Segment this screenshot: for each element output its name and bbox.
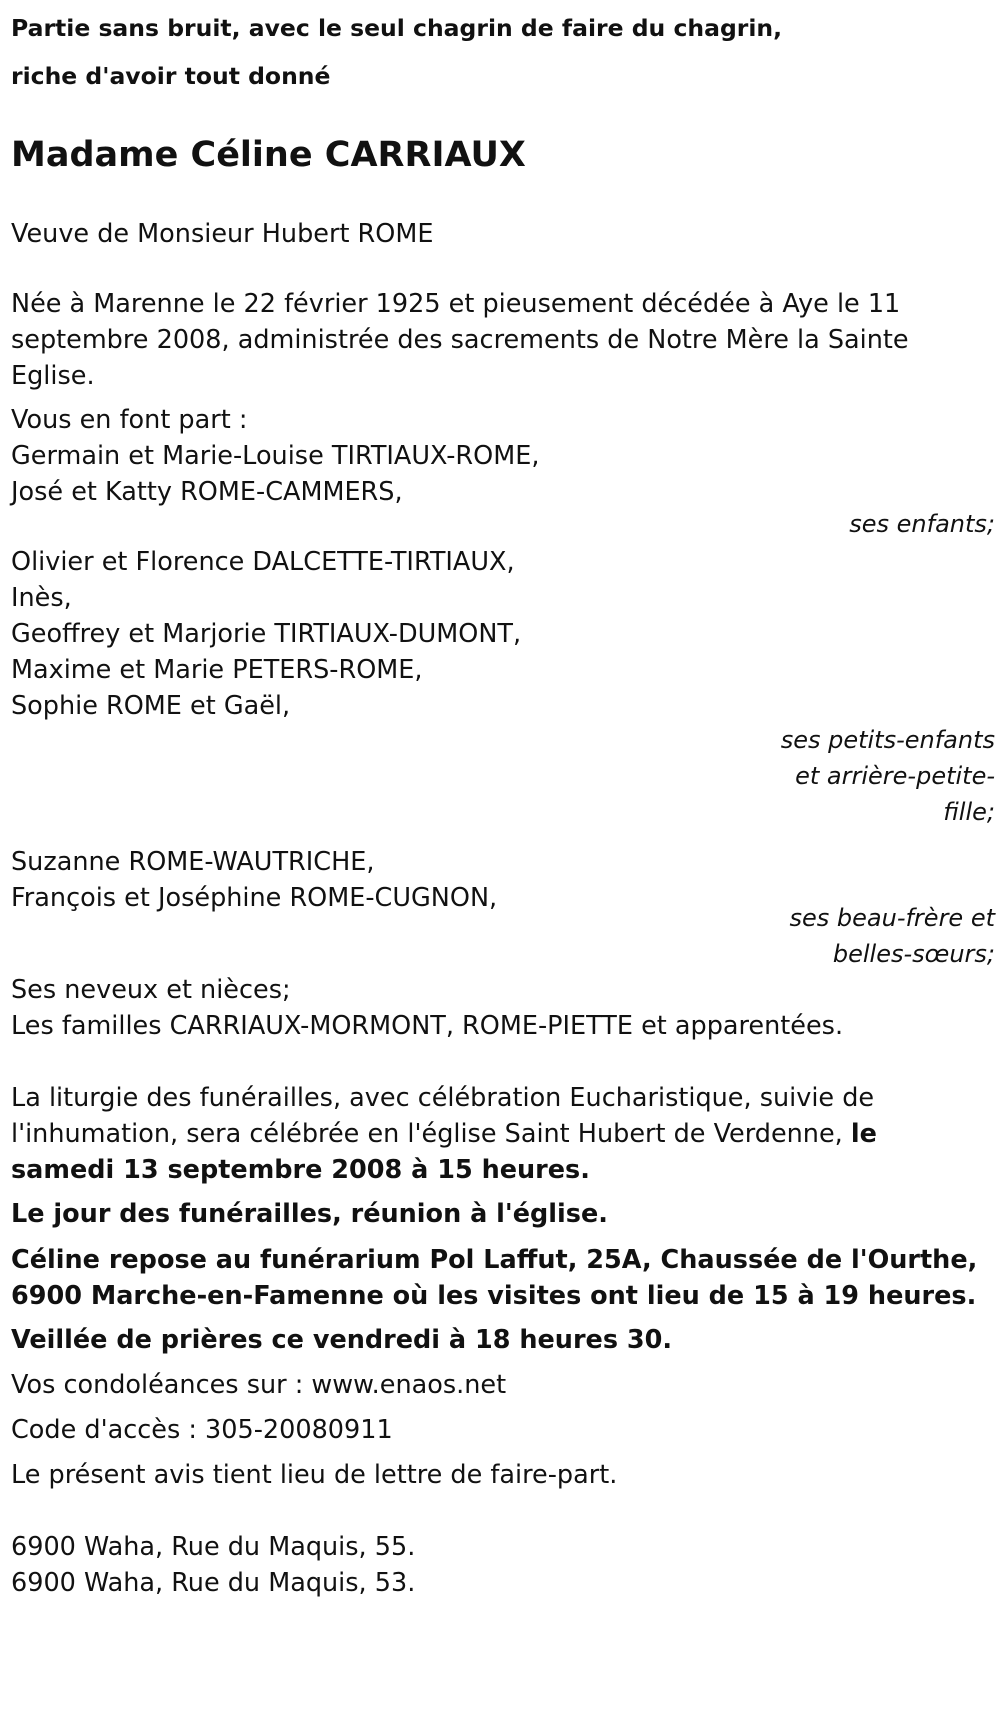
liturgy-date-start: le bbox=[850, 1119, 877, 1149]
epigraph-line-1: Partie sans bruit, avec le seul chagrin de faire du chagrin, bbox=[11, 14, 783, 42]
notice-text: Le présent avis tient lieu de lettre de faire-part. bbox=[11, 1460, 618, 1490]
rest-location-line: Céline repose au funérarium Pol Laffut, 25A, Chaussée de l'Ourthe, bbox=[11, 1245, 978, 1275]
widow-of: Veuve de Monsieur Hubert ROME bbox=[11, 219, 434, 249]
deceased-name: Madame Céline CARRIAUX bbox=[11, 135, 526, 175]
funeral-info bbox=[11, 1080, 995, 1358]
access-code: Code d'accès : 305-20080911 bbox=[11, 1415, 393, 1445]
birth-death-line: Eglise. bbox=[11, 361, 95, 391]
role-line: ses beau-frère et bbox=[789, 904, 995, 932]
liturgy-line-text: l'inhumation, sera célébrée en l'église Saint Hubert de Verdenne, bbox=[11, 1119, 843, 1149]
extended-family-block bbox=[11, 972, 995, 1044]
role-line: ses petits-enfants bbox=[780, 726, 995, 754]
liturgy-line: La liturgie des funérailles, avec célébration Eucharistique, suivie de bbox=[11, 1083, 875, 1113]
epigraph-line-2: riche d'avoir tout donné bbox=[11, 62, 331, 90]
children-block bbox=[11, 402, 995, 544]
address: 6900 Waha, Rue du Maquis, 53. bbox=[11, 1568, 416, 1598]
families: Les familles CARRIAUX-MORMONT, ROME-PIETTE et apparentées. bbox=[11, 1011, 844, 1041]
in-laws-block bbox=[11, 844, 995, 972]
grandchildren-role bbox=[11, 722, 995, 830]
role-line: et arrière-petite- bbox=[795, 762, 995, 790]
family-member: José et Katty ROME-CAMMERS, bbox=[11, 477, 403, 507]
liturgy-line bbox=[11, 1116, 995, 1152]
rest-location-line: 6900 Marche-en-Famenne où les visites ont lieu de 15 à 19 heures. bbox=[11, 1281, 977, 1311]
family-member: Sophie ROME et Gaël, bbox=[11, 691, 291, 721]
birth-death-line: septembre 2008, administrée des sacrements de Notre Mère la Sainte bbox=[11, 325, 909, 355]
vigil: Veillée de prières ce vendredi à 18 heures 30. bbox=[11, 1325, 673, 1355]
church-meeting: Le jour des funérailles, réunion à l'église. bbox=[11, 1199, 608, 1229]
announcers-intro: Vous en font part : bbox=[11, 405, 248, 435]
address: 6900 Waha, Rue du Maquis, 55. bbox=[11, 1532, 416, 1562]
family-member: Geoffrey et Marjorie TIRTIAUX-DUMONT, bbox=[11, 619, 522, 649]
role-line: belles-sœurs; bbox=[832, 940, 995, 968]
nephews-nieces: Ses neveux et nièces; bbox=[11, 975, 291, 1005]
family-member: Maxime et Marie PETERS-ROME, bbox=[11, 655, 423, 685]
children-role: ses enfants; bbox=[849, 510, 995, 538]
family-member: Suzanne ROME-WAUTRICHE, bbox=[11, 847, 375, 877]
condolences: Vos condoléances sur : www.enaos.net bbox=[11, 1370, 507, 1400]
family-member: Inès, bbox=[11, 583, 72, 613]
birth-death-paragraph bbox=[11, 286, 995, 394]
liturgy-date: samedi 13 septembre 2008 à 15 heures. bbox=[11, 1155, 590, 1185]
role-line: fille; bbox=[943, 798, 995, 826]
birth-death-line: Née à Marenne le 22 février 1925 et pieusement décédée à Aye le 11 bbox=[11, 289, 901, 319]
family-member: Olivier et Florence DALCETTE-TIRTIAUX, bbox=[11, 547, 515, 577]
family-member: François et Joséphine ROME-CUGNON, bbox=[11, 883, 498, 913]
addresses bbox=[11, 1529, 995, 1601]
family-member: Germain et Marie-Louise TIRTIAUX-ROME, bbox=[11, 441, 540, 471]
grandchildren-block bbox=[11, 544, 995, 830]
